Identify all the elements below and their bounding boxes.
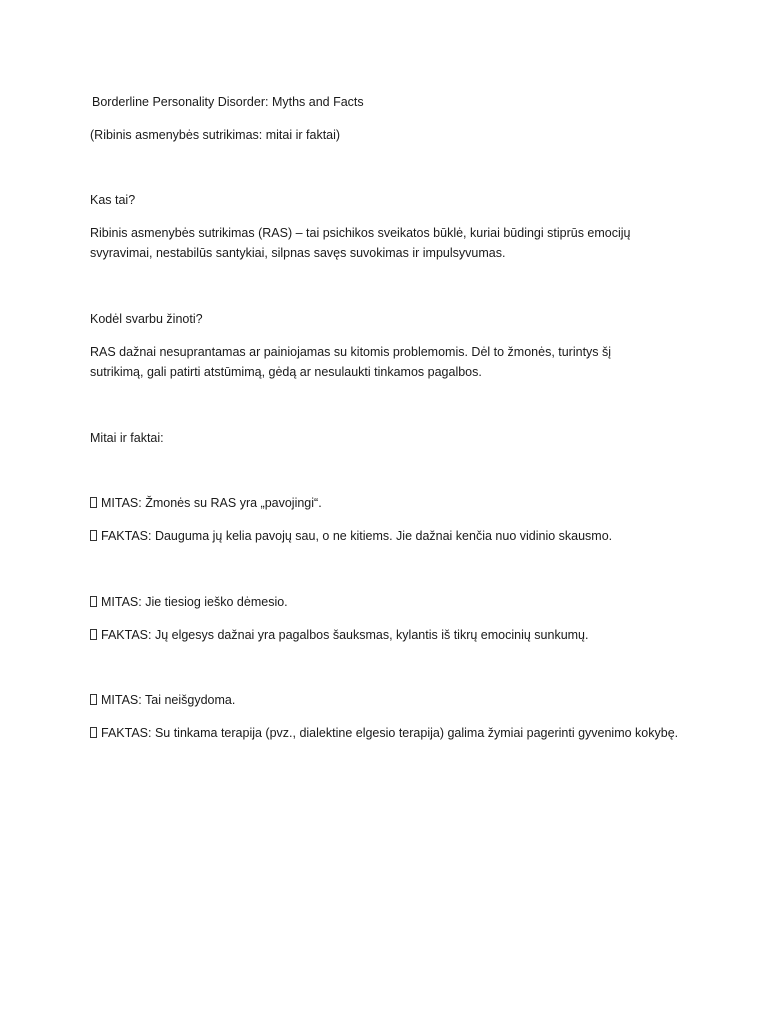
myth-item	[90, 690, 235, 710]
myth-text: MITAS: Tai neišgydoma.	[101, 693, 236, 707]
section-heading-what-is-it: Kas tai?	[90, 193, 136, 207]
section-heading-myths-facts: Mitai ir faktai:	[90, 431, 164, 445]
missing-glyph-icon	[90, 727, 97, 738]
myth-item	[90, 592, 288, 612]
fact-text: FAKTAS: Dauguma jų kelia pavojų sau, o ne kitiems. Jie dažnai kenčia nuo vidinio skausmo.	[101, 529, 613, 543]
fact-item	[90, 723, 678, 743]
fact-text: FAKTAS: Su tinkama terapija (pvz., dialektine elgesio terapija) galima žymiai pagerinti gyvenimo kokybę.	[101, 726, 679, 740]
missing-glyph-icon	[90, 694, 97, 705]
missing-glyph-icon	[90, 596, 97, 607]
section-heading-why-important: Kodėl svarbu žinoti?	[90, 312, 203, 326]
missing-glyph-icon	[90, 530, 97, 541]
missing-glyph-icon	[90, 497, 97, 508]
myth-item	[90, 493, 322, 513]
myth-text: MITAS: Jie tiesiog ieško dėmesio.	[101, 595, 288, 609]
missing-glyph-icon	[90, 629, 97, 640]
section-body-what-is-it: Ribinis asmenybės sutrikimas (RAS) – tai psichikos sveikatos būklė, kuriai būdingi stiprūs emocijų svyravimai, nestabilūs santykiai, silpnas savęs suvokimas ir impulsyvumas.	[90, 226, 631, 260]
document-subtitle: (Ribinis asmenybės sutrikimas: mitai ir faktai)	[90, 128, 341, 142]
myth-text: MITAS: Žmonės su RAS yra „pavojingi“.	[101, 496, 322, 510]
fact-item	[90, 526, 612, 546]
fact-text: FAKTAS: Jų elgesys dažnai yra pagalbos šauksmas, kylantis iš tikrų emocinių sunkumų.	[101, 628, 589, 642]
fact-item	[90, 625, 588, 645]
section-body-why-important: RAS dažnai nesuprantamas ar painiojamas su kitomis problemomis. Dėl to žmonės, turintys šį sutrikimą, gali patirti atstūmimą, gėdą ar nesulaukti tinkamos pagalbos.	[90, 345, 612, 379]
document-title: Borderline Personality Disorder: Myths and Facts	[92, 95, 364, 109]
